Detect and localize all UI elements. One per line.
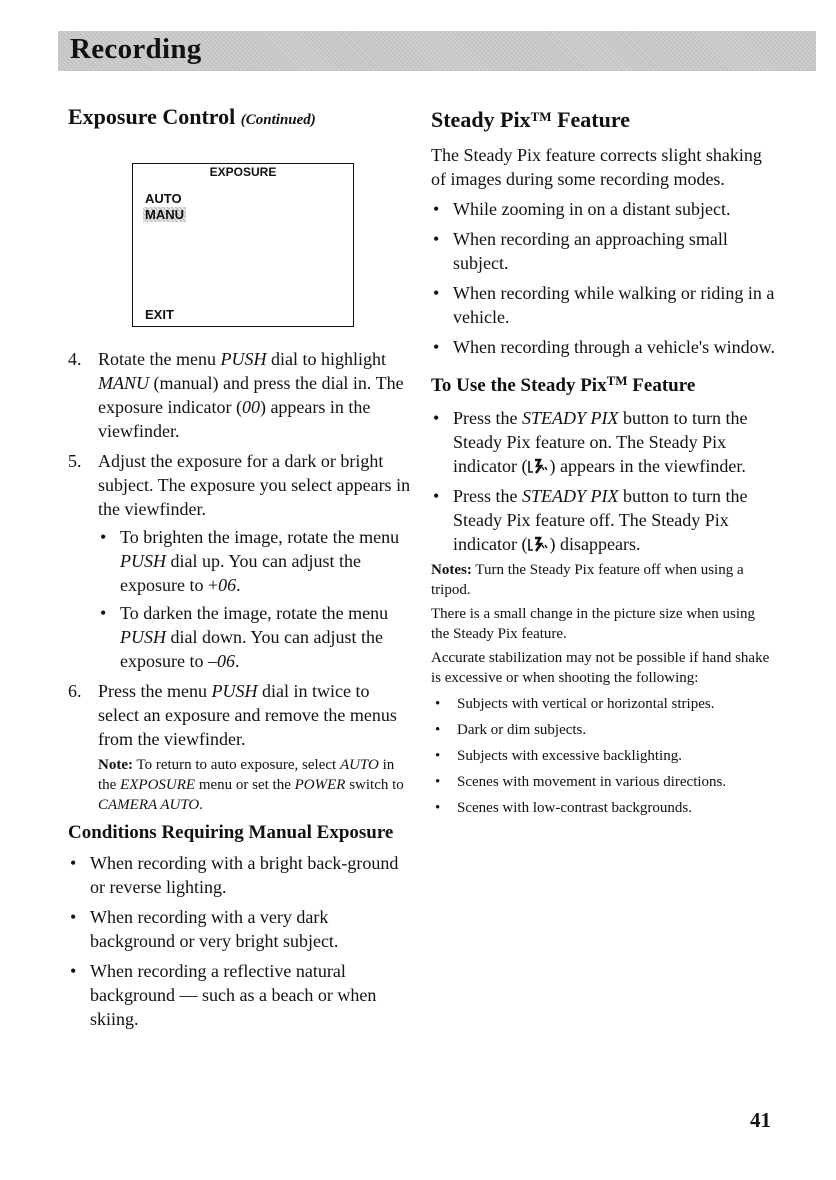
notes-tripod: Notes: Turn the Steady Pix feature off when using a tripod. bbox=[431, 562, 744, 598]
conditions-heading: Conditions Requiring Manual Exposure bbox=[68, 822, 394, 843]
menu-item-manu: MANU bbox=[145, 207, 184, 222]
banner-title: Recording bbox=[70, 33, 202, 65]
steady-pix-bullets bbox=[431, 197, 776, 359]
conditions-list bbox=[68, 851, 413, 1031]
sub-bullet-brighten: • To brighten the image, rotate the menu PUSH dial up. You can adjust the exposure to +06. bbox=[100, 527, 400, 595]
exposure-menu-screen bbox=[132, 163, 354, 327]
steady-pix-intro: The Steady Pix feature corrects slight shaking of images during some recording modes. bbox=[431, 145, 762, 189]
note-bullet: • Subjects with vertical or horizontal stripes. bbox=[435, 696, 715, 712]
condition-item: • When recording with a very dark background or very bright subject. bbox=[70, 907, 339, 951]
note-bullet: • Scenes with low-contrast backgrounds. bbox=[435, 800, 692, 816]
notes-picture-size: There is a small change in the picture size when using the Steady Pix feature. bbox=[431, 606, 756, 642]
steps-list bbox=[68, 347, 413, 815]
use-steady-pix-heading: To Use the Steady Pix™ Feature bbox=[431, 373, 696, 396]
exposure-control-heading: Exposure Control (Continued) bbox=[68, 104, 316, 129]
steady-pix-bullet: • While zooming in on a distant subject. bbox=[433, 199, 731, 219]
notes-bullets bbox=[431, 694, 776, 818]
step-5: 5. Adjust the exposure for a dark or bright subject. The exposure you select appears in the viewfinder. • To brighten the image, rotate the menu PUSH dial up. You can adjust the exposure to +06. • To darken the image, rotate the menu PUSH dial down. You can adjust the exposure to –06. bbox=[68, 449, 413, 673]
condition-item: • When recording a reflective natural background — such as a beach or when skiing. bbox=[70, 961, 377, 1029]
notes-stabilization: Accurate stabilization may not be possible if hand shake is excessive or when shooting the following: bbox=[431, 650, 770, 686]
use-bullet-on: • Press the STEADY PIX button to turn the Steady Pix feature on. The Steady Pix indicator ( ) appears in the viewfinder. bbox=[433, 408, 748, 476]
menu-item-exit: EXIT bbox=[145, 307, 174, 322]
note-bullet: • Subjects with excessive backlighting. bbox=[435, 748, 682, 764]
note-auto-exposure: Note: To return to auto exposure, select AUTO in the EXPOSURE menu or set the POWER switch to CAMERA AUTO. bbox=[98, 757, 404, 813]
sub-bullet-darken: • To darken the image, rotate the menu PUSH dial down. You can adjust the exposure to –06. bbox=[100, 603, 389, 671]
step-6: 6. Press the menu PUSH dial in twice to select an exposure and remove the menus from the viewfinder. Note: To return to auto exposure, select AUTO in the EXPOSURE menu or set the POWER switch to CAMERA AUTO. bbox=[68, 679, 413, 815]
steady-pix-indicator-icon bbox=[527, 535, 549, 553]
steady-pix-heading: Steady Pix™ Feature bbox=[431, 107, 630, 132]
page-number: 41 bbox=[750, 1108, 771, 1132]
steady-pix-bullet: • When recording while walking or riding in a vehicle. bbox=[433, 283, 775, 327]
note-bullet: • Scenes with movement in various directions. bbox=[435, 774, 727, 790]
menu-item-auto: AUTO bbox=[145, 191, 182, 206]
condition-item: • When recording with a bright back-ground or reverse lighting. bbox=[70, 853, 399, 897]
use-steady-pix-bullets bbox=[431, 406, 776, 556]
note-bullet: • Dark or dim subjects. bbox=[435, 722, 587, 738]
steady-pix-indicator-icon bbox=[527, 457, 549, 475]
right-column bbox=[431, 104, 776, 818]
use-bullet-off: • Press the STEADY PIX button to turn the Steady Pix feature off. The Steady Pix indicator ( ) disappears. bbox=[433, 486, 748, 554]
menu-title: EXPOSURE bbox=[209, 165, 277, 179]
step-4: 4. Rotate the menu PUSH dial to highlight MANU (manual) and press the dial in. The exposure indicator (00) appears in the viewfinder. bbox=[68, 349, 404, 441]
steady-pix-bullet: • When recording through a vehicle's window. bbox=[433, 337, 775, 357]
section-banner bbox=[58, 31, 816, 71]
steady-pix-bullet: • When recording an approaching small subject. bbox=[433, 229, 728, 273]
left-column bbox=[68, 104, 413, 1031]
